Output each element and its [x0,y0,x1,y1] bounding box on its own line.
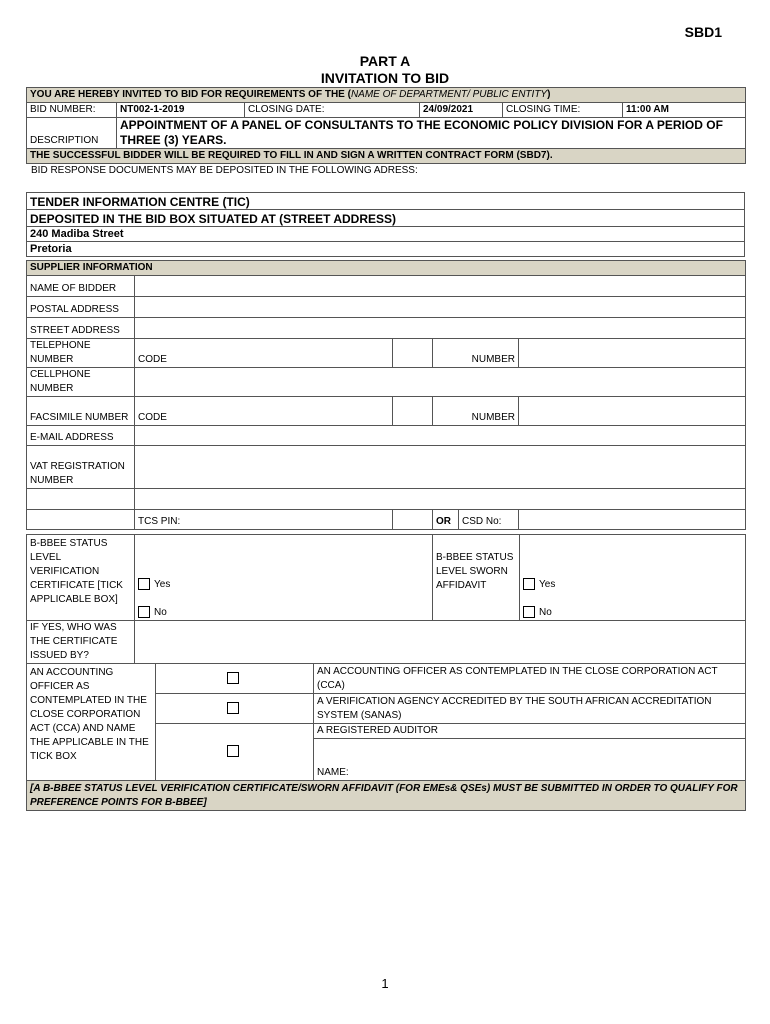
page-title [0,53,770,87]
closing-date-label: CLOSING DATE: [245,103,420,118]
vat-label: VAT REGISTRATION NUMBER [27,446,135,489]
name-label: NAME: [314,739,746,781]
option-auditor: A REGISTERED AUDITOR [314,724,746,739]
supplier-heading: SUPPLIER INFORMATION [27,261,746,276]
affidavit-no-option[interactable]: No [523,606,742,620]
facsimile-code[interactable]: CODE [135,397,393,426]
deposit-label: BID RESPONSE DOCUMENTS MAY BE DEPOSITED IN THE FOLLOWING ADRESS: [31,165,418,176]
affidavit-yes-option[interactable]: Yes [523,578,742,606]
email-field[interactable] [135,426,746,446]
invite-row: YOU ARE HEREBY INVITED TO BID FOR REQUIREMENTS OF THE (NAME OF DEPARTMENT/ PUBLIC ENTITY) [27,88,746,103]
tcs-field[interactable] [393,510,433,530]
bid-number-label: BID NUMBER: [27,103,117,118]
cert-label: B-BBEE STATUS LEVEL VERIFICATION CERTIFICATE [TICK APPLICABLE BOX] [27,535,135,621]
checkbox-icon[interactable] [523,606,535,618]
csd-field[interactable] [519,510,746,530]
issued-by-field[interactable] [135,621,746,664]
affidavit-label: B-BBEE STATUS LEVEL SWORN AFFIDAVIT [433,535,520,621]
deposit-table [26,192,745,257]
cert-yes-option[interactable]: Yes [138,578,429,606]
title: INVITATION TO BID [320,70,450,86]
accounting-table [26,663,746,811]
footer-note: [A B-BBEE STATUS LEVEL VERIFICATION CERTIFICATE/SWORN AFFIDAVIT (FOR EMEs& QSEs) MUST BE SUBMITTED IN ORDER TO QUALIFY FOR PREFERENCE POINTS FOR B-BBEE] [27,781,746,811]
contract-note: THE SUCCESSFUL BIDDER WILL BE REQUIRED TO FILL IN AND SIGN A WRITTEN CONTRACT FORM (SBD7). [27,149,746,164]
checkbox-icon[interactable] [138,606,150,618]
closing-time-label: CLOSING TIME: [503,103,623,118]
telephone-code-field[interactable] [393,339,433,368]
tcs-label: TCS PIN: [135,510,393,530]
csd-label: CSD No: [459,510,519,530]
accounting-label: AN ACCOUNTING OFFICER AS CONTEMPLATED IN THE CLOSE CORPORATION ACT (CCA) AND NAME THE APPLICABLE IN THE TICK BOX [27,664,156,781]
closing-time: 11:00 AM [623,103,746,118]
or-label: OR [433,510,459,530]
form-code: SBD1 [684,24,722,40]
telephone-number-field[interactable] [519,339,746,368]
supplier-table [26,260,746,530]
bid-number: NT002-1-2019 [117,103,245,118]
street-field[interactable] [135,318,746,339]
deposit-line2: DEPOSITED IN THE BID BOX SITUATED AT (STREET ADDRESS) [27,210,745,227]
option-sanas: A VERIFICATION AGENCY ACCREDITED BY THE SOUTH AFRICAN ACCREDITATION SYSTEM (SANAS) [314,694,746,724]
page-number: 1 [381,976,389,991]
street-label: STREET ADDRESS [27,318,135,339]
closing-date: 24/09/2021 [420,103,503,118]
deposit-street: 240 Madiba Street [27,227,745,242]
option-cca: AN ACCOUNTING OFFICER AS CONTEMPLATED IN THE CLOSE CORPORATION ACT (CCA) [314,664,746,694]
facsimile-number-label: NUMBER [433,397,519,426]
checkbox-icon[interactable] [227,702,239,714]
bbbee-table [26,534,746,664]
vat-field[interactable] [135,446,746,489]
postal-label: POSTAL ADDRESS [27,297,135,318]
telephone-number-label: NUMBER [433,339,519,368]
checkbox-icon[interactable] [227,745,239,757]
email-label: E-MAIL ADDRESS [27,426,135,446]
issued-by-label: IF YES, WHO WAS THE CERTIFICATE ISSUED BY? [27,621,135,664]
facsimile-number-field[interactable] [519,397,746,426]
deposit-line1: TENDER INFORMATION CENTRE (TIC) [27,193,745,210]
checkbox-icon[interactable] [138,578,150,590]
part-label: PART A [359,53,411,69]
facsimile-label: FACSIMILE NUMBER [27,397,135,426]
name-label: NAME OF BIDDER [27,276,135,297]
facsimile-code-field[interactable] [393,397,433,426]
description: APPOINTMENT OF A PANEL OF CONSULTANTS TO THE ECONOMIC POLICY DIVISION FOR A PERIOD OF THREE (3) YEARS. [117,118,746,149]
checkbox-icon[interactable] [227,672,239,684]
name-field[interactable] [135,276,746,297]
telephone-label: TELEPHONE NUMBER [27,339,135,368]
telephone-code[interactable]: CODE [135,339,393,368]
cert-no-option[interactable]: No [138,606,429,620]
cellphone-label: CELLPHONE NUMBER [27,368,135,397]
deposit-city: Pretoria [27,242,745,257]
bid-header-table [26,87,746,164]
cellphone-field[interactable] [135,368,746,397]
postal-field[interactable] [135,297,746,318]
checkbox-icon[interactable] [523,578,535,590]
description-label: DESCRIPTION [27,118,117,149]
